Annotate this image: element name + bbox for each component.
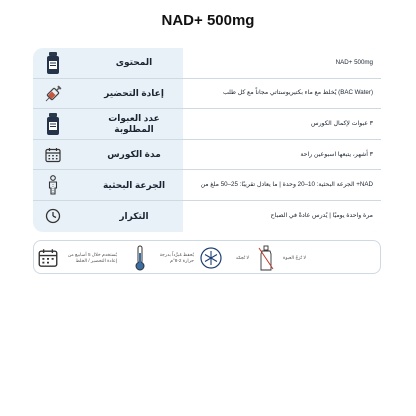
row-label: مدة الكورس (107, 149, 161, 160)
storage-shake-text: لا تُرَجّ العبوة (282, 255, 306, 261)
row-value: ٣ عبوات لإكمال الكورس (311, 119, 373, 127)
row-label: المحتوى (115, 57, 153, 68)
row-label: إعادة التحضير (104, 87, 164, 98)
info-card (33, 48, 381, 232)
row-research-dose (33, 170, 381, 201)
page-title: NAD+ 500mg (161, 12, 255, 29)
syringe-icon (41, 82, 65, 106)
row-label: عدد العبوات المطلوبة (108, 112, 160, 134)
storage-item-shake (258, 244, 318, 272)
storage-temperature-text: يُحفظ مُبرِّداً بدرجة حرارة 2-8°م (159, 252, 194, 263)
calendar-icon (41, 143, 65, 167)
row-frequency (33, 201, 381, 232)
row-value: NAD+ 500mg (335, 58, 373, 66)
bottle-icon (258, 245, 274, 271)
calendar-icon (38, 248, 58, 268)
row-value: NAD+ الجرعة البحثية: 10–20 وحدة | ما يعادل تقريبًا: 25–50 ملغ من (200, 181, 373, 189)
row-value: مرة واحدة يوميًا | يُدرس عادةً في الصباح (270, 212, 373, 220)
clock-icon (41, 204, 65, 228)
storage-item-temperature (134, 244, 196, 272)
vial-icon (41, 51, 65, 75)
row-label: الجرعة البحثية (102, 179, 166, 190)
row-course-duration (33, 140, 381, 171)
row-value: ٣ أشهر، يتبعها اسبوعين راحة (300, 150, 373, 158)
snowflake-icon (200, 247, 222, 269)
thermometer-icon (134, 245, 146, 271)
row-vials-needed (33, 109, 381, 140)
storage-item-usage (38, 244, 118, 272)
row-reconstitution (33, 79, 381, 110)
storage-freeze-text: لا تُجمّد (235, 255, 249, 261)
storage-usage-text: يُستخدم خلال 5 أسابيع من إعادة التحضير / الخلط (67, 252, 117, 263)
row-label: التكرار (119, 210, 149, 221)
vial-icon (41, 112, 65, 136)
row-value: (BAC Water) يُخلط مع ماء بكتيريوستاتي مجاناً مع كل طلب (222, 89, 373, 97)
storage-instructions (33, 240, 381, 274)
person-icon (41, 173, 65, 197)
row-contents (33, 48, 381, 79)
